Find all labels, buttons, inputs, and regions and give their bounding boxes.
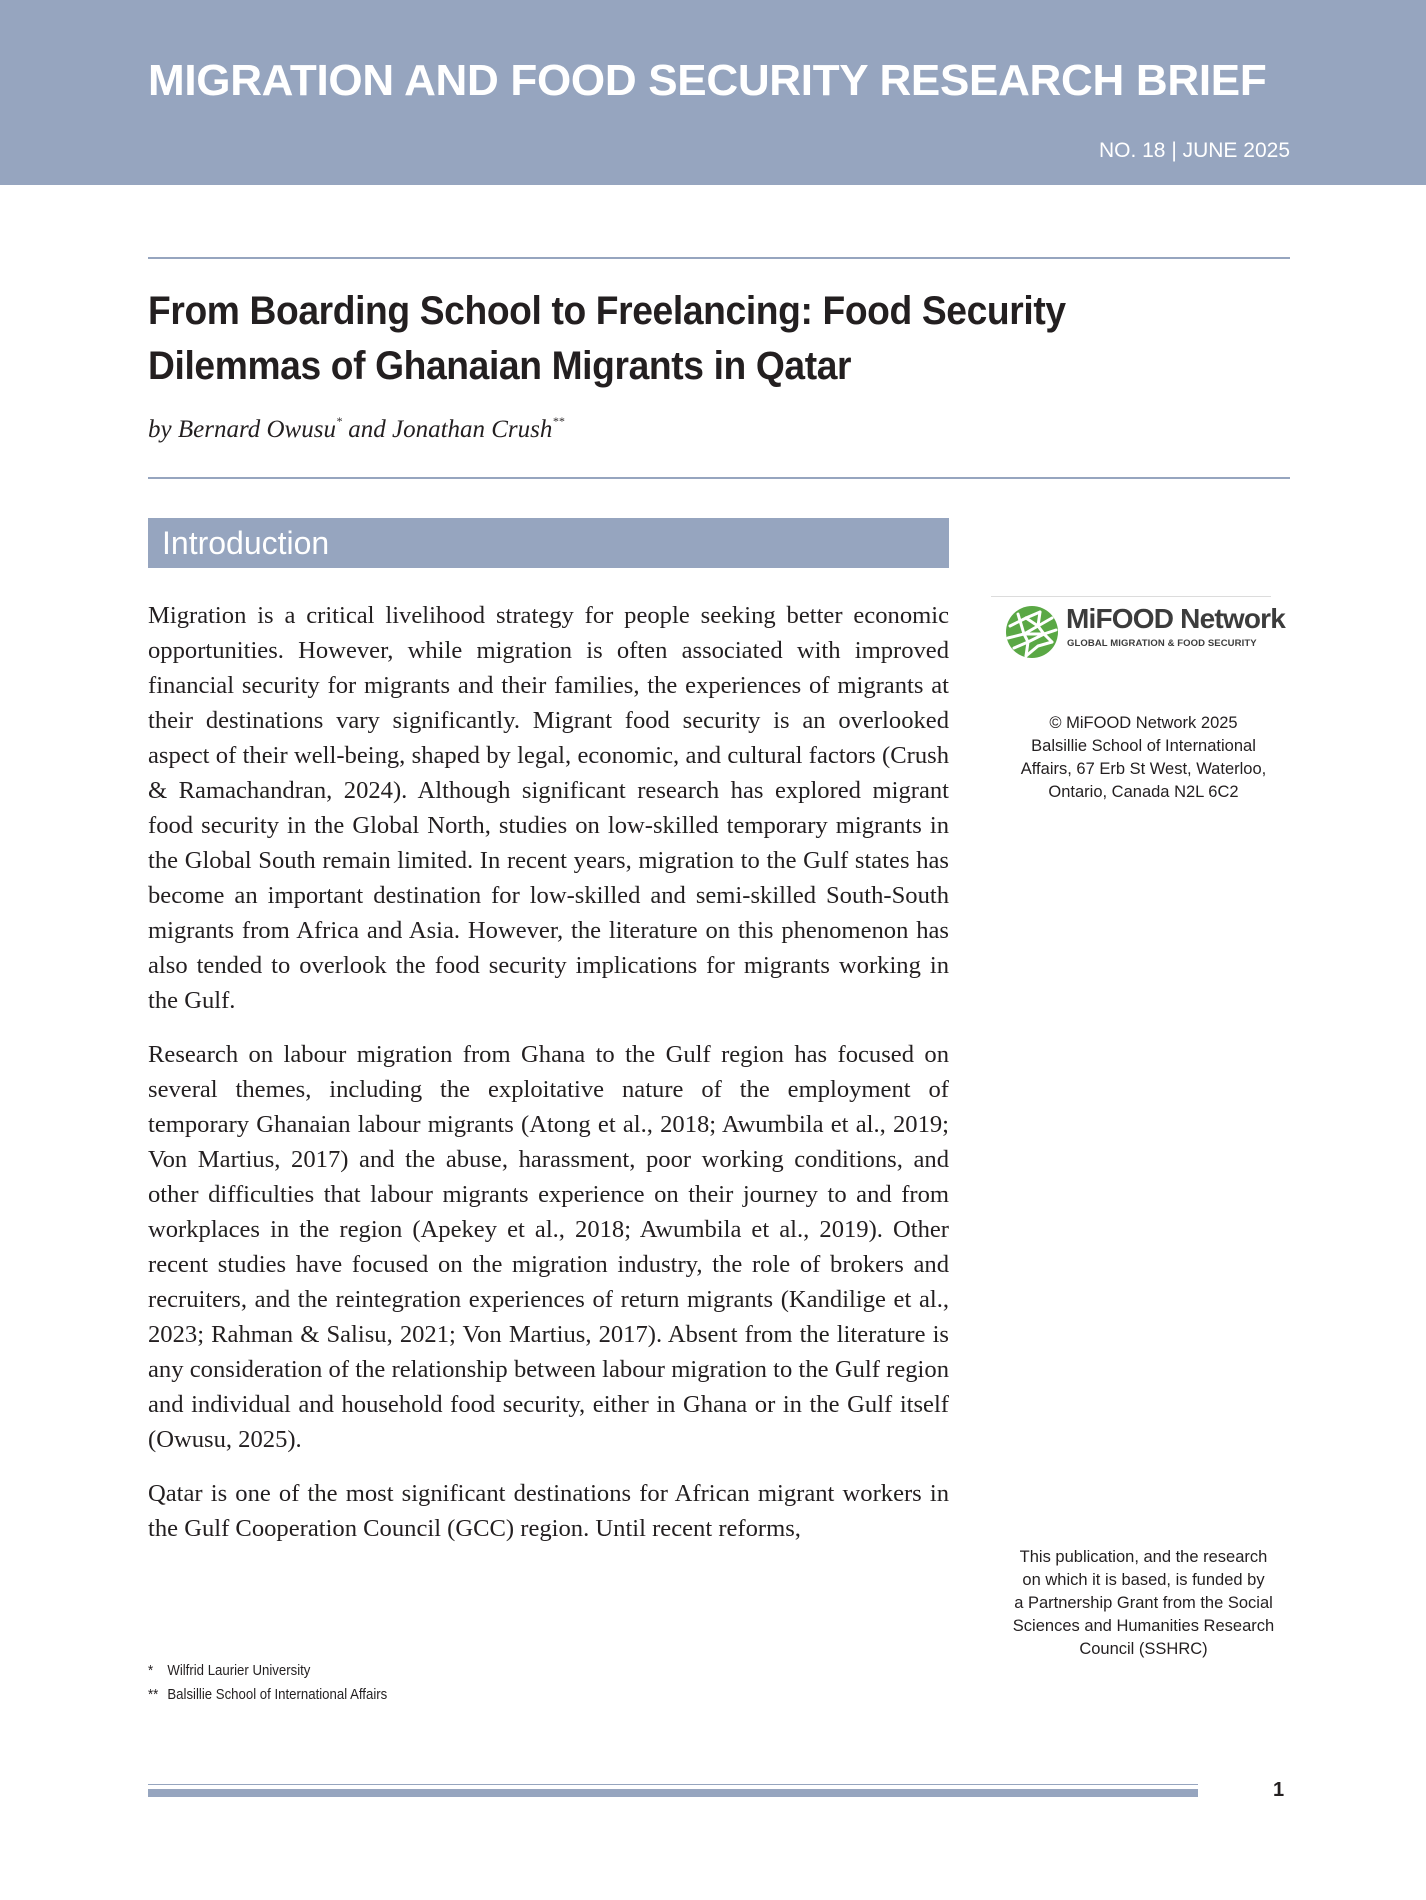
copyright-line: Affairs, 67 Erb St West, Waterloo, — [1020, 760, 1267, 778]
author-crush: Jonathan Crush — [391, 416, 553, 443]
sidebar-rule — [991, 596, 1271, 597]
footnote-mark: * — [148, 1662, 154, 1679]
page-number: 1 — [1273, 1779, 1285, 1801]
funding-line: Sciences and Humanities Research — [1012, 1617, 1275, 1635]
header-banner — [0, 0, 1426, 185]
footnote-text: Wilfrid Laurier University — [167, 1662, 311, 1679]
copyright-line: Ontario, Canada N2L 6C2 — [1048, 783, 1239, 801]
author-crush-mark: ** — [552, 414, 565, 428]
byline — [148, 416, 564, 444]
body-text — [148, 598, 949, 1565]
logo-tagline: GLOBAL MIGRATION & FOOD SECURITY — [1067, 638, 1257, 649]
paragraph: Migration is a critical livelihood strategy for people seeking better economic opportunities. However, while migration is often associated with improved financial security for migrants and their families, the experiences of migrants at their destinations vary significantly. Migrant food security is an overlooked aspect of their well-being, shaped by legal, economic, and cultural factors (Crush & Ramachandran, 2024). Although significant research has explored migrant food security in the Global North, studies on low-skilled temporary migrants in the Global South remain limited. In recent years, migration to the Gulf states has become an important destination for low-skilled and semi-skilled South-South migrants from Africa and Asia. However, the literature on this phenomenon has also tended to overlook the food security implications for migrants working in the Gulf. — [148, 602, 949, 1014]
author-owusu-mark: * — [335, 414, 342, 428]
copyright-line: © MiFOOD Network 2025 — [1049, 714, 1238, 732]
funding-line: This publication, and the research — [1019, 1548, 1268, 1566]
funding-line: a Partnership Grant from the Social — [1014, 1594, 1273, 1612]
mifood-logo — [1004, 603, 1294, 663]
footer-rule — [148, 1784, 1198, 1785]
section-heading-introduction: Introduction — [148, 518, 949, 568]
issue-number: NO. 18 | JUNE 2025 — [1098, 139, 1290, 162]
copyright-notice — [991, 712, 1296, 804]
paragraph: Research on labour migration from Ghana to the Gulf region has focused on several themes, including the exploitative nature of the employment of temporary Ghanaian labour migrants (Atong et al., 2018; Awumbila et al., 2019; Von Martius, 2017) and the abuse, harassment, poor working conditions, and other difficulties that labour migrants experience on their journey to and from workplaces in the region (Apekey et al., 2018; Awumbila et al., 2019). Other recent studies have focused on the migration industry, the role of brokers and recruiters, and the reintegration experiences of return migrants (Kandilige et al., 2023; Rahman & Salisu, 2021; Von Martius, 2017). Absent from the literature is any consideration of the relationship between labour migration to the Gulf region and individual and household food security, either in Ghana or in the Gulf itself (Owusu, 2025). — [148, 1041, 949, 1453]
paragraph: Qatar is one of the most significant destinations for African migrant workers in the Gulf Cooperation Council (GCC) region. Until recent reforms, — [148, 1480, 949, 1542]
globe-icon — [1004, 604, 1060, 660]
footnote-mark: ** — [148, 1686, 159, 1703]
footnotes — [148, 1659, 387, 1707]
byline-by: by — [148, 416, 172, 443]
series-title: MIGRATION AND FOOD SECURITY RESEARCH BRIEF — [148, 56, 1267, 105]
copyright-line: Balsillie School of International — [1031, 737, 1256, 755]
article-title: From Boarding School to Freelancing: Food Security Dilemmas of Ghanaian Migrants in Qatar — [148, 289, 1066, 388]
byline-and: and — [348, 416, 386, 443]
funding-line: Council (SSHRC) — [1079, 1640, 1208, 1658]
footnote — [148, 1659, 387, 1683]
byline-bottom-rule — [148, 477, 1290, 479]
footnote-text: Balsillie School of International Affairs — [167, 1686, 388, 1703]
funding-line: on which it is based, is funded by — [1022, 1571, 1265, 1589]
funding-notice — [991, 1546, 1296, 1661]
footer-bar — [148, 1789, 1198, 1797]
footnote — [148, 1683, 387, 1707]
logo-name: MiFOOD Network — [1066, 603, 1286, 634]
title-top-rule — [148, 257, 1290, 259]
author-owusu: Bernard Owusu — [177, 416, 336, 443]
